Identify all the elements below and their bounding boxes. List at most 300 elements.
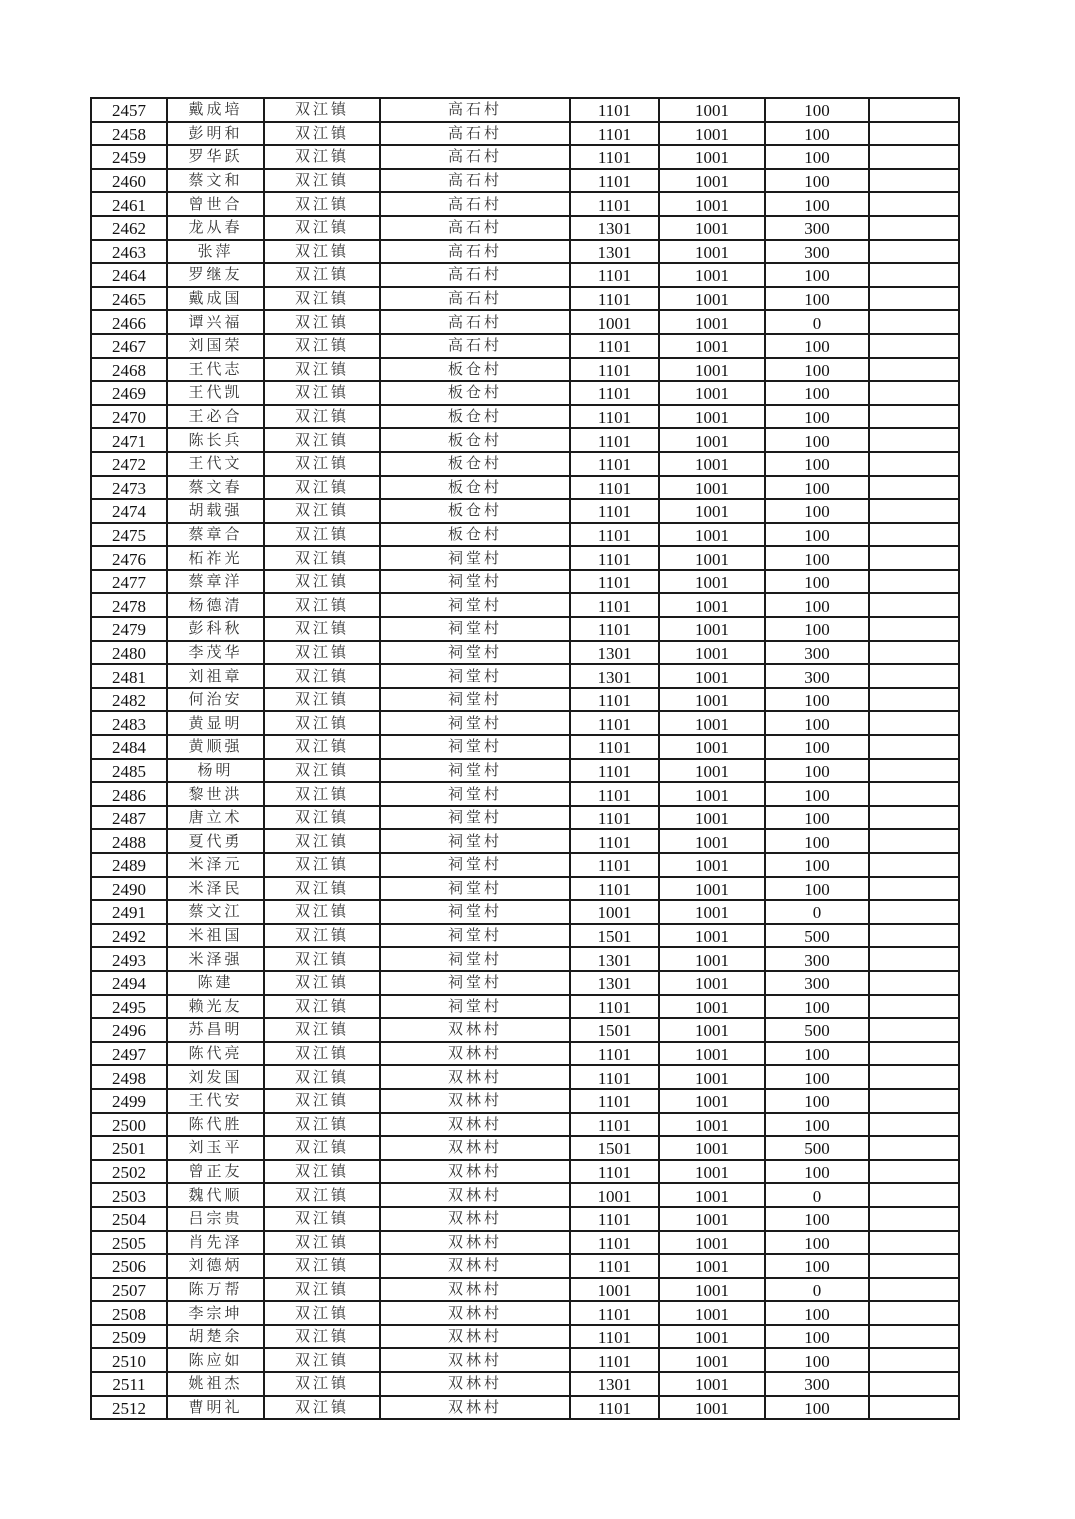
- name-cell: 王必合: [167, 405, 264, 429]
- town-cell: 双江镇: [264, 287, 380, 311]
- remark-cell: [869, 924, 959, 948]
- data-table: [90, 97, 960, 1420]
- name-cell: 龙从春: [167, 216, 264, 240]
- village-cell: 板仓村: [380, 476, 570, 500]
- value-a-cell: 1101: [570, 358, 659, 382]
- town-cell: 双江镇: [264, 263, 380, 287]
- difference-cell: 100: [765, 381, 869, 405]
- remark-cell: [869, 546, 959, 570]
- name-cell: 刘祖章: [167, 664, 264, 688]
- town-cell: 双江镇: [264, 1089, 380, 1113]
- row-number-cell: 2463: [91, 240, 167, 264]
- table-body: [91, 98, 959, 1419]
- table-row: [91, 1325, 959, 1349]
- value-a-cell: 1101: [570, 711, 659, 735]
- row-number-cell: 2466: [91, 310, 167, 334]
- value-b-cell: 1001: [659, 428, 765, 452]
- value-a-cell: 1101: [570, 546, 659, 570]
- town-cell: 双江镇: [264, 735, 380, 759]
- row-number-cell: 2499: [91, 1089, 167, 1113]
- remark-cell: [869, 971, 959, 995]
- row-number-cell: 2457: [91, 98, 167, 122]
- difference-cell: 300: [765, 664, 869, 688]
- value-a-cell: 1101: [570, 1231, 659, 1255]
- town-cell: 双江镇: [264, 145, 380, 169]
- value-a-cell: 1101: [570, 1254, 659, 1278]
- difference-cell: 100: [765, 688, 869, 712]
- town-cell: 双江镇: [264, 1042, 380, 1066]
- village-cell: 祠堂村: [380, 593, 570, 617]
- remark-cell: [869, 688, 959, 712]
- table-row: [91, 664, 959, 688]
- name-cell: 魏代顺: [167, 1183, 264, 1207]
- remark-cell: [869, 711, 959, 735]
- value-b-cell: 1001: [659, 263, 765, 287]
- remark-cell: [869, 995, 959, 1019]
- table-row: [91, 735, 959, 759]
- row-number-cell: 2478: [91, 593, 167, 617]
- difference-cell: 100: [765, 759, 869, 783]
- value-a-cell: 1101: [570, 1113, 659, 1137]
- village-cell: 高石村: [380, 169, 570, 193]
- town-cell: 双江镇: [264, 593, 380, 617]
- remark-cell: [869, 476, 959, 500]
- name-cell: 米泽元: [167, 853, 264, 877]
- difference-cell: 0: [765, 900, 869, 924]
- remark-cell: [869, 900, 959, 924]
- village-cell: 祠堂村: [380, 617, 570, 641]
- value-b-cell: 1001: [659, 853, 765, 877]
- village-cell: 祠堂村: [380, 829, 570, 853]
- village-cell: 双林村: [380, 1278, 570, 1302]
- town-cell: 双江镇: [264, 1136, 380, 1160]
- difference-cell: 100: [765, 617, 869, 641]
- village-cell: 双林村: [380, 1136, 570, 1160]
- town-cell: 双江镇: [264, 546, 380, 570]
- value-b-cell: 1001: [659, 593, 765, 617]
- value-b-cell: 1001: [659, 310, 765, 334]
- value-b-cell: 1001: [659, 1089, 765, 1113]
- remark-cell: [869, 877, 959, 901]
- value-a-cell: 1101: [570, 853, 659, 877]
- name-cell: 陈代胜: [167, 1113, 264, 1137]
- remark-cell: [869, 358, 959, 382]
- difference-cell: 100: [765, 1160, 869, 1184]
- difference-cell: 100: [765, 334, 869, 358]
- village-cell: 双林村: [380, 1089, 570, 1113]
- value-a-cell: 1101: [570, 169, 659, 193]
- town-cell: 双江镇: [264, 98, 380, 122]
- value-a-cell: 1501: [570, 1018, 659, 1042]
- town-cell: 双江镇: [264, 1160, 380, 1184]
- row-number-cell: 2464: [91, 263, 167, 287]
- town-cell: 双江镇: [264, 428, 380, 452]
- table-row: [91, 98, 959, 122]
- row-number-cell: 2480: [91, 641, 167, 665]
- value-b-cell: 1001: [659, 216, 765, 240]
- value-a-cell: 1101: [570, 593, 659, 617]
- town-cell: 双江镇: [264, 169, 380, 193]
- difference-cell: 100: [765, 145, 869, 169]
- difference-cell: 500: [765, 924, 869, 948]
- village-cell: 祠堂村: [380, 735, 570, 759]
- table-row: [91, 1231, 959, 1255]
- remark-cell: [869, 664, 959, 688]
- value-a-cell: 1101: [570, 287, 659, 311]
- row-number-cell: 2469: [91, 381, 167, 405]
- value-b-cell: 1001: [659, 1113, 765, 1137]
- value-b-cell: 1001: [659, 782, 765, 806]
- remark-cell: [869, 1254, 959, 1278]
- table-row: [91, 1089, 959, 1113]
- name-cell: 李宗坤: [167, 1301, 264, 1325]
- name-cell: 吕宗贵: [167, 1207, 264, 1231]
- row-number-cell: 2471: [91, 428, 167, 452]
- name-cell: 王代志: [167, 358, 264, 382]
- village-cell: 祠堂村: [380, 688, 570, 712]
- table-row: [91, 593, 959, 617]
- remark-cell: [869, 405, 959, 429]
- town-cell: 双江镇: [264, 216, 380, 240]
- remark-cell: [869, 1301, 959, 1325]
- town-cell: 双江镇: [264, 122, 380, 146]
- value-a-cell: 1001: [570, 900, 659, 924]
- remark-cell: [869, 1207, 959, 1231]
- remark-cell: [869, 1396, 959, 1420]
- row-number-cell: 2483: [91, 711, 167, 735]
- village-cell: 祠堂村: [380, 924, 570, 948]
- village-cell: 双林村: [380, 1160, 570, 1184]
- remark-cell: [869, 145, 959, 169]
- table-row: [91, 782, 959, 806]
- name-cell: 黄顺强: [167, 735, 264, 759]
- name-cell: 杨明: [167, 759, 264, 783]
- value-b-cell: 1001: [659, 924, 765, 948]
- row-number-cell: 2493: [91, 947, 167, 971]
- row-number-cell: 2508: [91, 1301, 167, 1325]
- village-cell: 祠堂村: [380, 853, 570, 877]
- table-row: [91, 617, 959, 641]
- town-cell: 双江镇: [264, 947, 380, 971]
- table-row: [91, 1396, 959, 1420]
- village-cell: 双林村: [380, 1113, 570, 1137]
- town-cell: 双江镇: [264, 877, 380, 901]
- table-row: [91, 877, 959, 901]
- value-a-cell: 1101: [570, 1089, 659, 1113]
- value-a-cell: 1101: [570, 1207, 659, 1231]
- table-row: [91, 499, 959, 523]
- table-row: [91, 971, 959, 995]
- name-cell: 陈建: [167, 971, 264, 995]
- value-b-cell: 1001: [659, 98, 765, 122]
- row-number-cell: 2498: [91, 1065, 167, 1089]
- value-a-cell: 1101: [570, 1301, 659, 1325]
- village-cell: 双林村: [380, 1372, 570, 1396]
- table-row: [91, 1348, 959, 1372]
- value-a-cell: 1101: [570, 145, 659, 169]
- village-cell: 高石村: [380, 240, 570, 264]
- remark-cell: [869, 192, 959, 216]
- remark-cell: [869, 381, 959, 405]
- table-row: [91, 334, 959, 358]
- table-row: [91, 1372, 959, 1396]
- row-number-cell: 2500: [91, 1113, 167, 1137]
- name-cell: 黄显明: [167, 711, 264, 735]
- name-cell: 米泽强: [167, 947, 264, 971]
- name-cell: 赖光友: [167, 995, 264, 1019]
- value-a-cell: 1101: [570, 428, 659, 452]
- table-row: [91, 688, 959, 712]
- table-row: [91, 310, 959, 334]
- difference-cell: 100: [765, 122, 869, 146]
- row-number-cell: 2467: [91, 334, 167, 358]
- value-a-cell: 1101: [570, 192, 659, 216]
- table-row: [91, 476, 959, 500]
- value-b-cell: 1001: [659, 806, 765, 830]
- value-b-cell: 1001: [659, 546, 765, 570]
- row-number-cell: 2487: [91, 806, 167, 830]
- difference-cell: 100: [765, 570, 869, 594]
- town-cell: 双江镇: [264, 499, 380, 523]
- town-cell: 双江镇: [264, 1254, 380, 1278]
- village-cell: 双林村: [380, 1231, 570, 1255]
- row-number-cell: 2488: [91, 829, 167, 853]
- row-number-cell: 2473: [91, 476, 167, 500]
- value-a-cell: 1101: [570, 122, 659, 146]
- row-number-cell: 2503: [91, 1183, 167, 1207]
- value-b-cell: 1001: [659, 1183, 765, 1207]
- town-cell: 双江镇: [264, 1231, 380, 1255]
- row-number-cell: 2494: [91, 971, 167, 995]
- value-a-cell: 1301: [570, 641, 659, 665]
- table-row: [91, 759, 959, 783]
- remark-cell: [869, 1372, 959, 1396]
- village-cell: 祠堂村: [380, 641, 570, 665]
- table-row: [91, 263, 959, 287]
- value-a-cell: 1101: [570, 1065, 659, 1089]
- name-cell: 夏代勇: [167, 829, 264, 853]
- value-b-cell: 1001: [659, 1042, 765, 1066]
- town-cell: 双江镇: [264, 829, 380, 853]
- value-a-cell: 1101: [570, 1396, 659, 1420]
- remark-cell: [869, 1089, 959, 1113]
- row-number-cell: 2465: [91, 287, 167, 311]
- value-b-cell: 1001: [659, 900, 765, 924]
- village-cell: 祠堂村: [380, 711, 570, 735]
- difference-cell: 0: [765, 1183, 869, 1207]
- town-cell: 双江镇: [264, 334, 380, 358]
- remark-cell: [869, 1042, 959, 1066]
- town-cell: 双江镇: [264, 688, 380, 712]
- value-b-cell: 1001: [659, 711, 765, 735]
- value-a-cell: 1501: [570, 1136, 659, 1160]
- remark-cell: [869, 1325, 959, 1349]
- value-b-cell: 1001: [659, 877, 765, 901]
- difference-cell: 100: [765, 428, 869, 452]
- village-cell: 祠堂村: [380, 546, 570, 570]
- value-a-cell: 1101: [570, 1348, 659, 1372]
- remark-cell: [869, 310, 959, 334]
- remark-cell: [869, 334, 959, 358]
- village-cell: 板仓村: [380, 499, 570, 523]
- difference-cell: 100: [765, 169, 869, 193]
- village-cell: 祠堂村: [380, 947, 570, 971]
- difference-cell: 100: [765, 995, 869, 1019]
- value-b-cell: 1001: [659, 499, 765, 523]
- name-cell: 蔡章合: [167, 523, 264, 547]
- table-row: [91, 405, 959, 429]
- village-cell: 祠堂村: [380, 570, 570, 594]
- value-b-cell: 1001: [659, 947, 765, 971]
- village-cell: 高石村: [380, 145, 570, 169]
- difference-cell: 100: [765, 1396, 869, 1420]
- value-a-cell: 1101: [570, 334, 659, 358]
- remark-cell: [869, 570, 959, 594]
- difference-cell: 100: [765, 735, 869, 759]
- name-cell: 米泽民: [167, 877, 264, 901]
- value-a-cell: 1301: [570, 1372, 659, 1396]
- value-b-cell: 1001: [659, 1325, 765, 1349]
- difference-cell: 100: [765, 476, 869, 500]
- name-cell: 罗华跃: [167, 145, 264, 169]
- difference-cell: 500: [765, 1136, 869, 1160]
- row-number-cell: 2505: [91, 1231, 167, 1255]
- value-b-cell: 1001: [659, 735, 765, 759]
- value-b-cell: 1001: [659, 476, 765, 500]
- row-number-cell: 2474: [91, 499, 167, 523]
- name-cell: 曾世合: [167, 192, 264, 216]
- town-cell: 双江镇: [264, 924, 380, 948]
- value-b-cell: 1001: [659, 1207, 765, 1231]
- town-cell: 双江镇: [264, 570, 380, 594]
- name-cell: 蔡文春: [167, 476, 264, 500]
- town-cell: 双江镇: [264, 1065, 380, 1089]
- table-row: [91, 192, 959, 216]
- row-number-cell: 2459: [91, 145, 167, 169]
- row-number-cell: 2511: [91, 1372, 167, 1396]
- name-cell: 王代文: [167, 452, 264, 476]
- value-a-cell: 1501: [570, 924, 659, 948]
- village-cell: 高石村: [380, 98, 570, 122]
- town-cell: 双江镇: [264, 523, 380, 547]
- difference-cell: 100: [765, 98, 869, 122]
- town-cell: 双江镇: [264, 310, 380, 334]
- table-row: [91, 240, 959, 264]
- row-number-cell: 2502: [91, 1160, 167, 1184]
- village-cell: 祠堂村: [380, 782, 570, 806]
- town-cell: 双江镇: [264, 1278, 380, 1302]
- table-row: [91, 1301, 959, 1325]
- town-cell: 双江镇: [264, 240, 380, 264]
- difference-cell: 100: [765, 782, 869, 806]
- value-a-cell: 1101: [570, 829, 659, 853]
- table-row: [91, 1278, 959, 1302]
- remark-cell: [869, 806, 959, 830]
- name-cell: 陈万帮: [167, 1278, 264, 1302]
- village-cell: 高石村: [380, 310, 570, 334]
- village-cell: 双林村: [380, 1065, 570, 1089]
- value-a-cell: 1101: [570, 782, 659, 806]
- village-cell: 板仓村: [380, 452, 570, 476]
- village-cell: 双林村: [380, 1325, 570, 1349]
- table-row: [91, 169, 959, 193]
- value-a-cell: 1101: [570, 452, 659, 476]
- town-cell: 双江镇: [264, 1207, 380, 1231]
- town-cell: 双江镇: [264, 971, 380, 995]
- difference-cell: 100: [765, 593, 869, 617]
- difference-cell: 100: [765, 1301, 869, 1325]
- village-cell: 高石村: [380, 287, 570, 311]
- table-row: [91, 287, 959, 311]
- value-a-cell: 1101: [570, 405, 659, 429]
- row-number-cell: 2472: [91, 452, 167, 476]
- value-b-cell: 1001: [659, 1065, 765, 1089]
- value-b-cell: 1001: [659, 169, 765, 193]
- remark-cell: [869, 853, 959, 877]
- name-cell: 曹明礼: [167, 1396, 264, 1420]
- town-cell: 双江镇: [264, 381, 380, 405]
- value-a-cell: 1101: [570, 381, 659, 405]
- village-cell: 双林村: [380, 1301, 570, 1325]
- remark-cell: [869, 593, 959, 617]
- town-cell: 双江镇: [264, 1348, 380, 1372]
- name-cell: 刘玉平: [167, 1136, 264, 1160]
- table-row: [91, 428, 959, 452]
- value-a-cell: 1101: [570, 1325, 659, 1349]
- remark-cell: [869, 98, 959, 122]
- name-cell: 戴成国: [167, 287, 264, 311]
- town-cell: 双江镇: [264, 995, 380, 1019]
- value-b-cell: 1001: [659, 617, 765, 641]
- table-row: [91, 381, 959, 405]
- row-number-cell: 2482: [91, 688, 167, 712]
- name-cell: 刘发国: [167, 1065, 264, 1089]
- village-cell: 高石村: [380, 334, 570, 358]
- remark-cell: [869, 1113, 959, 1137]
- town-cell: 双江镇: [264, 192, 380, 216]
- row-number-cell: 2468: [91, 358, 167, 382]
- table-row: [91, 570, 959, 594]
- difference-cell: 100: [765, 1042, 869, 1066]
- town-cell: 双江镇: [264, 1396, 380, 1420]
- remark-cell: [869, 829, 959, 853]
- remark-cell: [869, 523, 959, 547]
- village-cell: 板仓村: [380, 405, 570, 429]
- value-a-cell: 1101: [570, 1160, 659, 1184]
- value-b-cell: 1001: [659, 452, 765, 476]
- value-a-cell: 1301: [570, 664, 659, 688]
- row-number-cell: 2497: [91, 1042, 167, 1066]
- name-cell: 王代安: [167, 1089, 264, 1113]
- name-cell: 姚祖杰: [167, 1372, 264, 1396]
- difference-cell: 100: [765, 1065, 869, 1089]
- difference-cell: 300: [765, 641, 869, 665]
- remark-cell: [869, 641, 959, 665]
- remark-cell: [869, 428, 959, 452]
- name-cell: 苏昌明: [167, 1018, 264, 1042]
- value-b-cell: 1001: [659, 1278, 765, 1302]
- name-cell: 蔡章洋: [167, 570, 264, 594]
- table-row: [91, 1018, 959, 1042]
- table-row: [91, 947, 959, 971]
- town-cell: 双江镇: [264, 1183, 380, 1207]
- value-b-cell: 1001: [659, 334, 765, 358]
- remark-cell: [869, 263, 959, 287]
- value-a-cell: 1101: [570, 995, 659, 1019]
- difference-cell: 0: [765, 310, 869, 334]
- table-row: [91, 358, 959, 382]
- town-cell: 双江镇: [264, 759, 380, 783]
